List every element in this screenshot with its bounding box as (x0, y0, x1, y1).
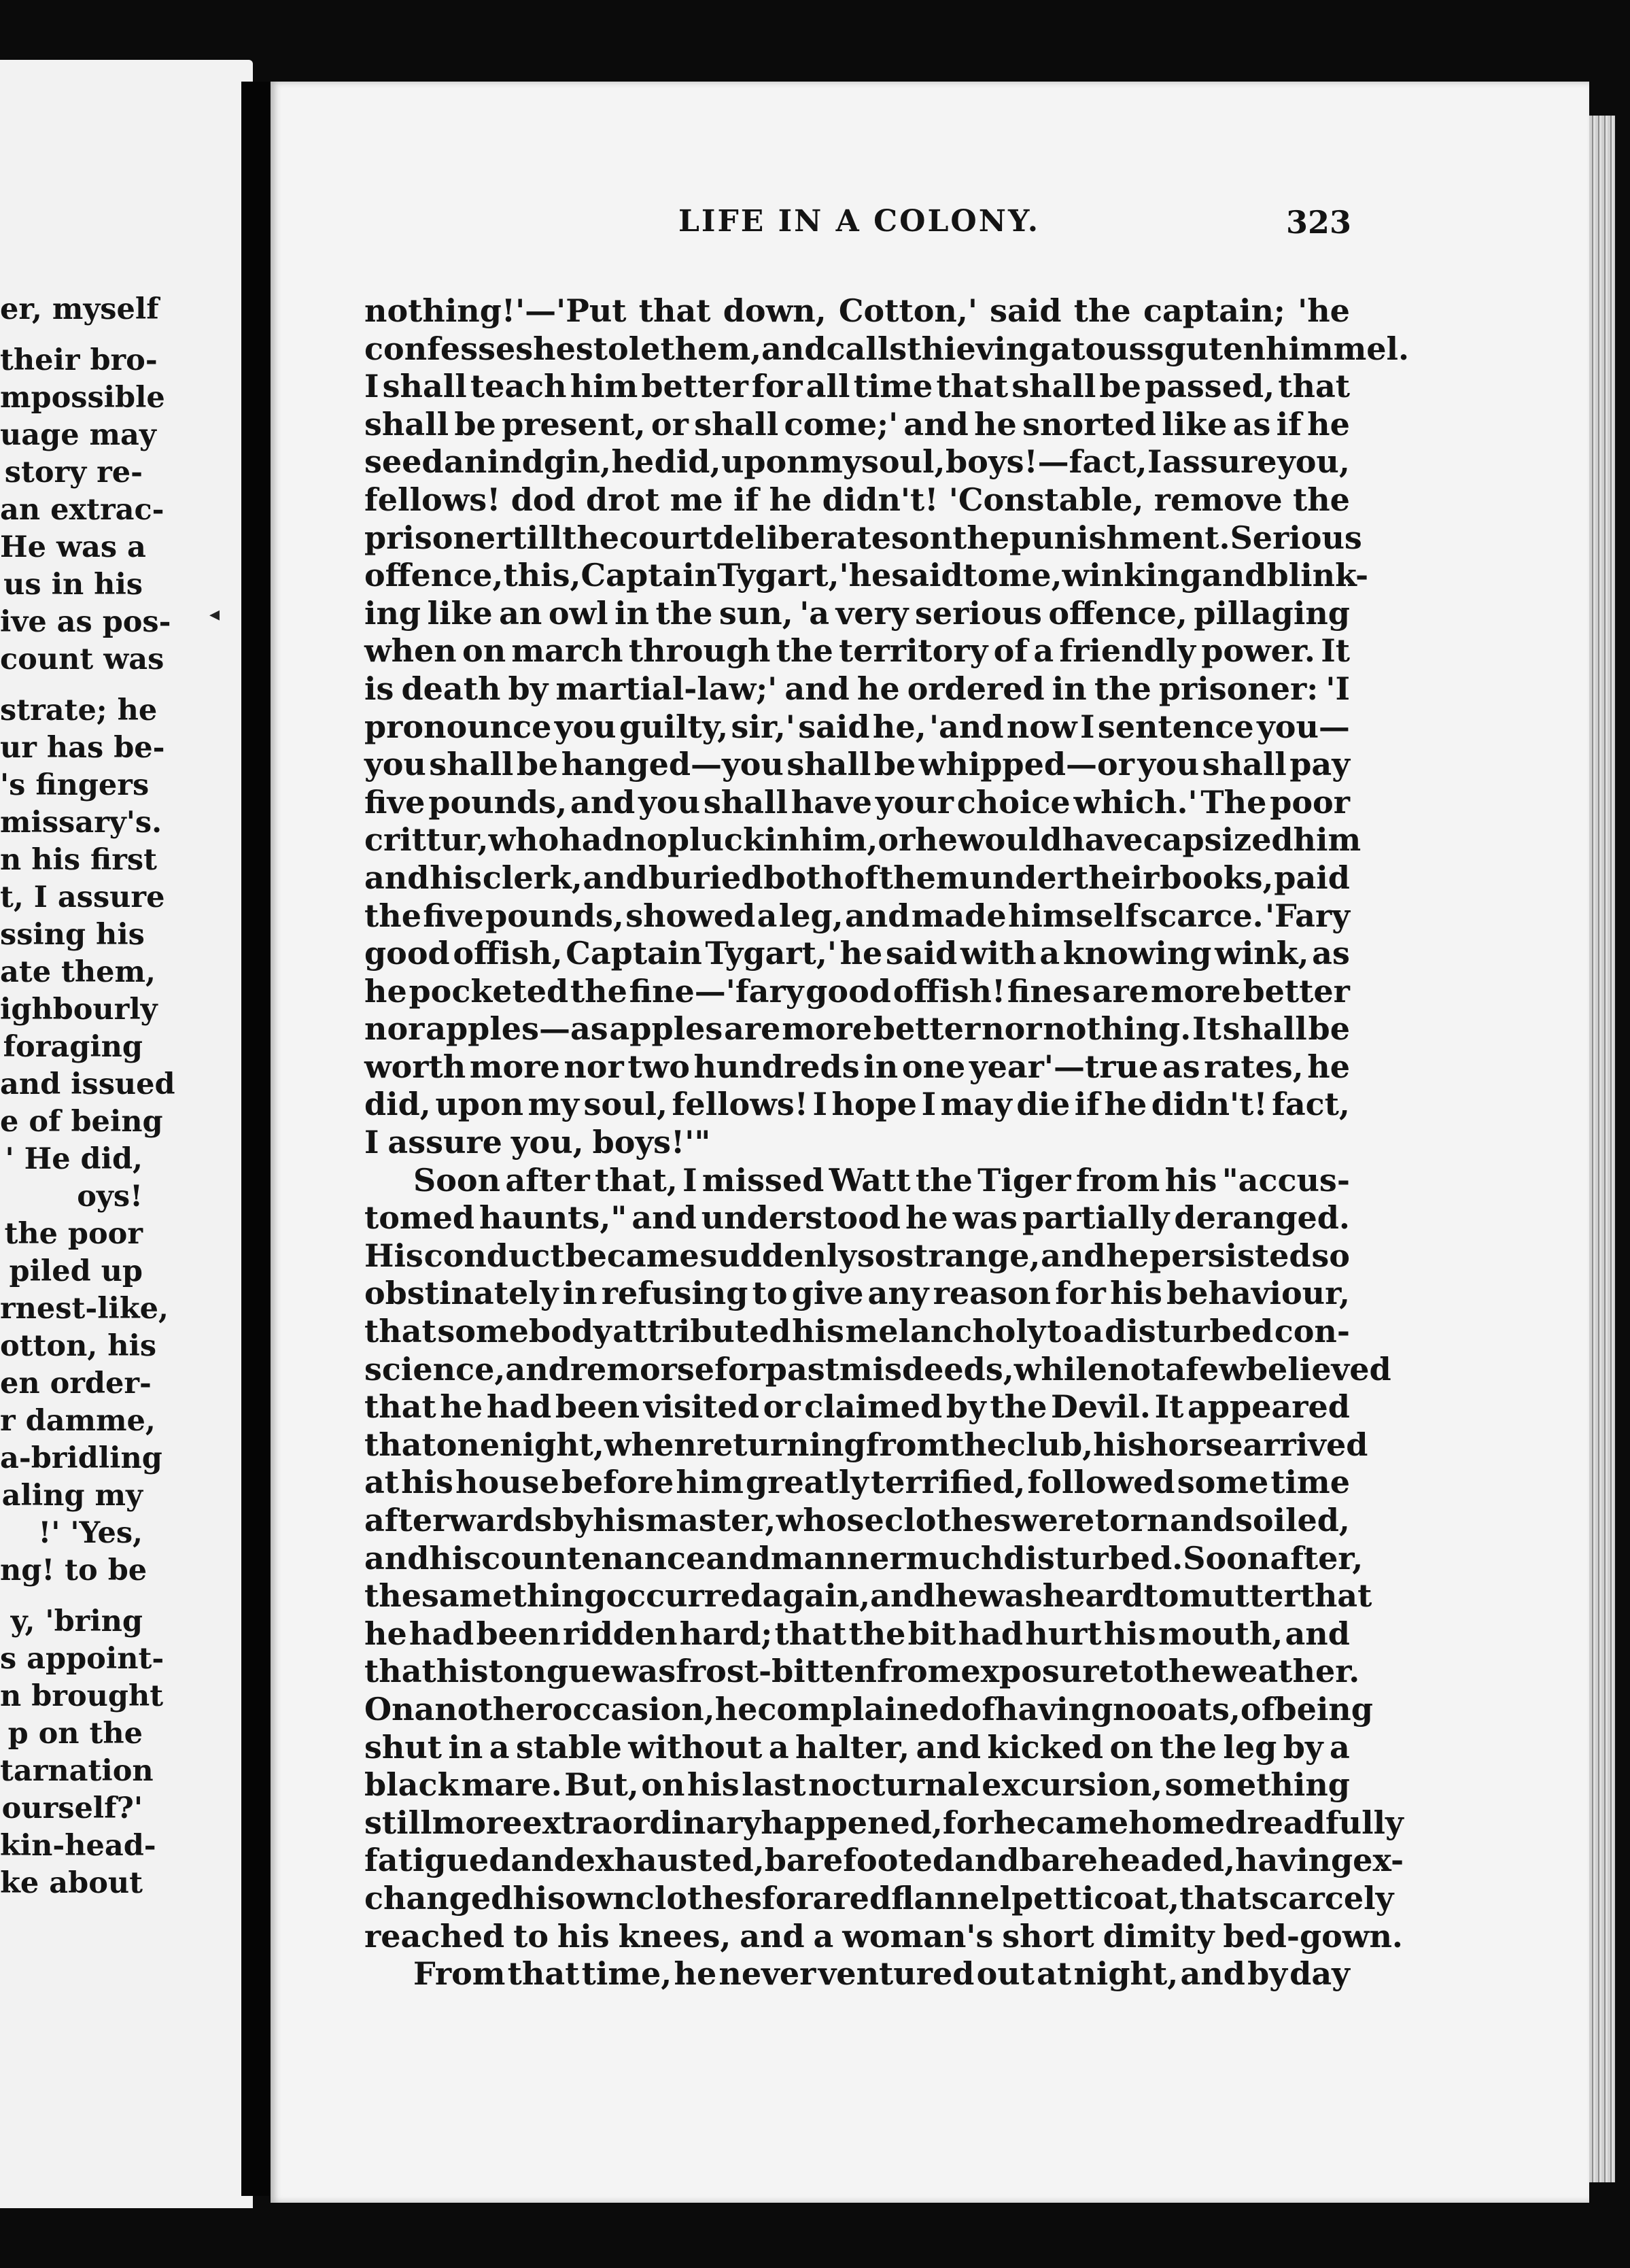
left-page-line: e of being (0, 1105, 163, 1139)
left-page-line: the poor (4, 1217, 143, 1251)
left-page-line: !' 'Yes, (38, 1516, 143, 1550)
left-page-fragment (0, 60, 253, 2208)
text-line: offence, this, Captain Tygart,' he said to me, winking and blink- (364, 557, 1369, 594)
left-page-line: ssing his (0, 918, 145, 952)
text-line: good offish, Captain Tygart,' he said with a knowing wink, as (364, 935, 1350, 972)
left-page-line: He was a (0, 530, 146, 564)
left-page-line: rnest-like, (0, 1292, 169, 1326)
left-page-line: us in his (3, 568, 143, 602)
text-line: tomed haunts," and understood he was partially deranged. (364, 1199, 1350, 1237)
left-page-line: ourself?' (1, 1791, 143, 1825)
text-line: His conduct became suddenly so strange, and he persisted so (364, 1237, 1350, 1274)
left-page-line: ighbourly (0, 993, 158, 1027)
left-page-line: story re- (4, 456, 143, 489)
left-page-line: n brought (0, 1679, 164, 1713)
text-line: science, and remorse for past misdeeds, while not a few believed (364, 1350, 1391, 1388)
left-page-line: ate them, (0, 955, 156, 989)
running-head: LIFE IN A COLONY. (678, 204, 1041, 239)
left-page-line: count was (0, 642, 164, 676)
left-page-line: ur has be- (0, 731, 165, 765)
text-line: still more extraordinary happened, for he came home dreadfully (364, 1804, 1404, 1841)
left-page-line: and issued (0, 1067, 175, 1101)
text-line: black mare. But, on his last nocturnal excursion, something (364, 1766, 1350, 1804)
text-line: five pounds, and you shall have your choice which.' The poor (364, 783, 1350, 821)
text-line: shall be present, or shall come;' and he snorted like as if he (364, 405, 1350, 443)
left-page-line: r damme, (0, 1404, 156, 1438)
left-page-line: y, 'bring (10, 1604, 143, 1638)
body-text (364, 292, 1410, 1993)
left-page-line: piled up (9, 1254, 143, 1288)
left-page-line: t, I assure (0, 880, 165, 914)
text-line: I assure you, boys!'" (364, 1124, 711, 1161)
left-page-line: a-bridling (0, 1441, 162, 1475)
left-page-line: mpossible (0, 381, 165, 415)
left-page-line: missary's. (0, 806, 162, 840)
text-line: that his tongue was frost-bitten from exposure to the weather. (364, 1653, 1360, 1690)
text-line: nothing!'—'Put that down, Cotton,' said the captain; 'he (364, 292, 1350, 329)
left-page-line: en order- (0, 1367, 152, 1401)
left-page-line: uage may (0, 418, 156, 452)
margin-mark: ◂ (209, 602, 220, 626)
text-line: when on march through the territory of a friendly power. It (364, 632, 1350, 670)
text-line: is death by martial-law;' and he ordered in the prisoner: 'I (364, 670, 1350, 707)
text-line: seed an indgin, he did, upon my soul, boys!—fact, I assure you, (364, 443, 1350, 481)
text-line: Soon after that, I missed Watt the Tiger from his "accus- (413, 1161, 1350, 1199)
text-line: that one night, when returning from the club, his horse arrived (364, 1426, 1368, 1463)
text-line: fellows! dod drot me if he didn't! 'Constable, remove the (364, 481, 1350, 518)
text-line: prisoner till the court deliberates on the punishment. Serious (364, 519, 1362, 556)
left-page-line: ' He did, (5, 1142, 143, 1176)
text-line: ing like an owl in the sun, 'a very serious offence, pillaging (364, 594, 1350, 632)
book-gutter (241, 82, 270, 2196)
text-line: pronounce you guilty, sir,' said he, 'and now I sentence you— (364, 708, 1350, 745)
text-line: shut in a stable without a halter, and kicked on the leg by a (364, 1728, 1350, 1766)
left-page-line: er, myself (0, 292, 159, 326)
text-line: the five pounds, showed a leg, and made himself scarce. 'Fary (364, 897, 1350, 934)
text-line: the same thing occurred again, and he was heard to mutter that (364, 1577, 1372, 1615)
page-edges (1589, 116, 1615, 2182)
left-page-line: otton, his (0, 1329, 157, 1363)
left-page-line: an extrac- (0, 493, 164, 527)
text-line: he pocketed the fine—'fary good offish! fines are more better (364, 972, 1350, 1010)
left-page-text (0, 291, 175, 1902)
page-number: 323 (1285, 204, 1351, 241)
text-line: On another occasion, he complained of having no oats, of being (364, 1690, 1373, 1728)
left-page-line: tarnation (0, 1754, 154, 1788)
left-page-line: ng! to be (0, 1553, 148, 1587)
text-line: obstinately in refusing to give any reason for his behaviour, (364, 1275, 1350, 1312)
left-page-line: p on the (7, 1717, 143, 1751)
text-line: that somebody attributed his melancholy to a disturbed con- (364, 1313, 1350, 1350)
left-page-line: strate; he (0, 693, 158, 727)
text-line: fatigued and exhausted, barefooted and bareheaded, having ex- (364, 1842, 1404, 1879)
left-page-line: their bro- (0, 343, 158, 377)
text-line: you shall be hanged—you shall be whipped—or you shall pay (364, 746, 1350, 783)
text-line: I shall teach him better for all time that shall be passed, that (364, 368, 1350, 405)
text-line: changed his own clothes for a red flannel petticoat, that scarcely (364, 1879, 1394, 1917)
text-line: nor apples—as apples are more better nor nothing. It shall be (364, 1010, 1350, 1048)
text-line: From that time, he never ventured out at night, and by day (413, 1955, 1350, 1993)
text-line: he had been ridden hard; that the bit had hurt his mouth, and (364, 1615, 1350, 1652)
left-page-line: s appoint- (0, 1642, 164, 1676)
text-line: crittur, who had no pluck in him, or he would have capsized him (364, 821, 1362, 859)
text-line: reached to his knees, and a woman's short dimity bed-gown. (364, 1917, 1403, 1955)
text-line: confesses he stole them, and calls thieving a touss guten himmel. (364, 330, 1410, 367)
text-line: at his house before him greatly terrified, followed some time (364, 1464, 1350, 1501)
text-line: and his clerk, and buried both of them under their books, paid (364, 859, 1350, 896)
left-page-line: ke about (0, 1866, 143, 1900)
text-line: worth more nor two hundreds in one year'—true as rates, he (364, 1048, 1350, 1085)
left-page-line: aling my (1, 1479, 143, 1513)
text-line: and his countenance and manner much disturbed. Soon after, (364, 1539, 1364, 1577)
left-page-line: 's fingers (0, 768, 150, 802)
left-page-line: foraging (3, 1030, 143, 1064)
left-page-line: n his first (0, 843, 157, 877)
left-page-line: oys! (77, 1180, 143, 1214)
left-page-line: kin-head- (0, 1829, 156, 1863)
text-line: did, upon my soul, fellows! I hope I may die if he didn't! fact, (364, 1086, 1350, 1123)
text-line: that he had been visited or claimed by the Devil. It appeared (364, 1388, 1350, 1426)
left-page-line: ive as pos- (0, 605, 171, 639)
text-line: afterwards by his master, whose clothes were torn and soiled, (364, 1502, 1350, 1539)
